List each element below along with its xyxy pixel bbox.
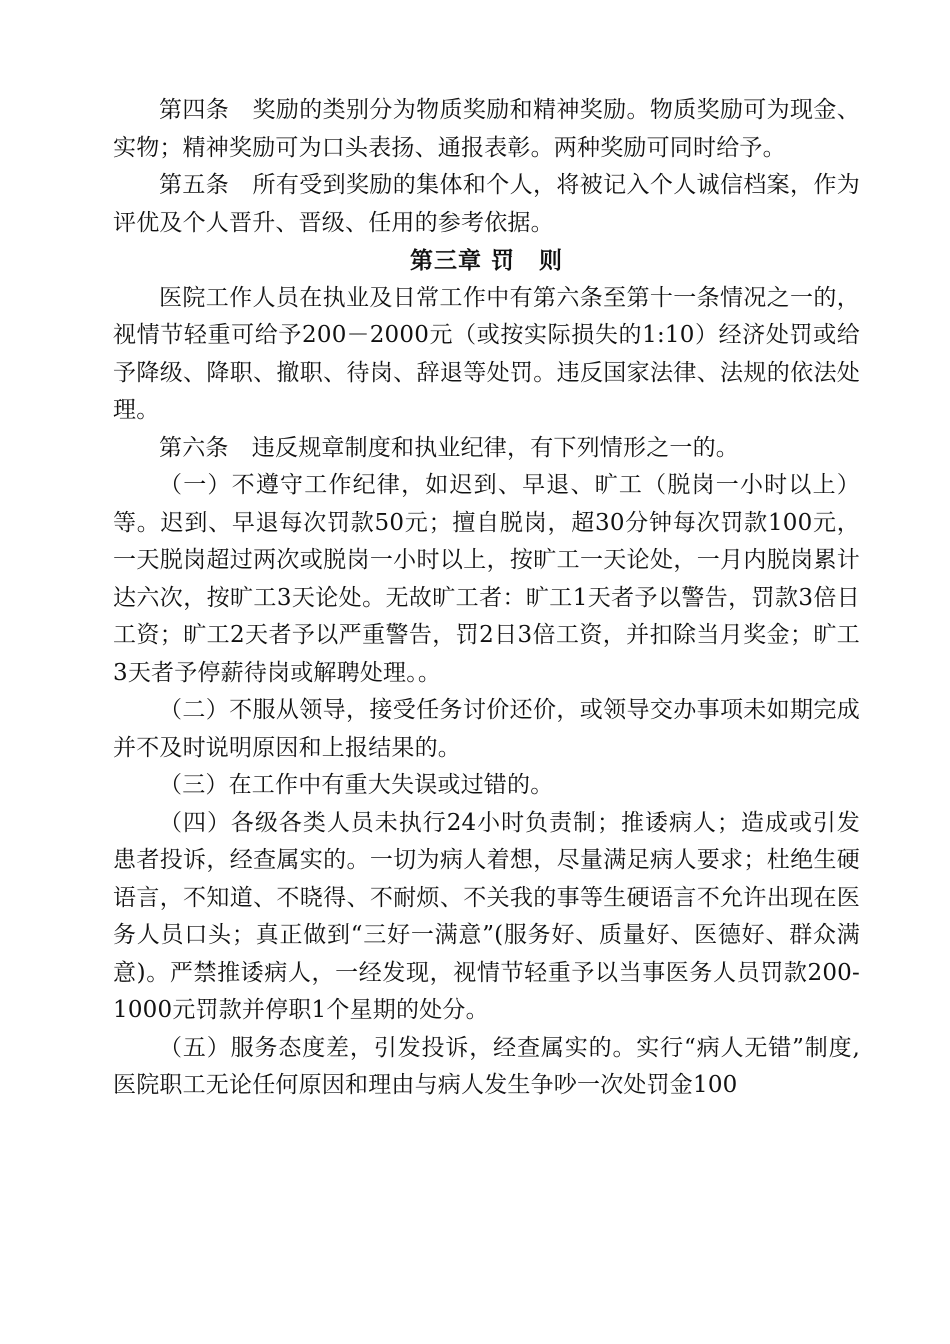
document-page [113,92,860,1105]
article-6-item-3: （三）在工作中有重大失误或过错的。 [159,772,554,798]
article-6-item-2: （二）不服从领导，接受任务讨价还价，或领导交办事项未如期完成并不及时说明原因和上报结果的。 [113,697,860,761]
article-6: 第六条 违反规章制度和执业纪律，有下列情形之一的。 [159,434,739,461]
article-6-item-1: （一）不遵守工作纪律，如迟到、早退、旷工（脱岗一小时以上）等。迟到、早退每次罚款50元；擅自脱岗，超30分钟每次罚款100元，一天脱岗超过两次或脱岗一小时以上，按旷工一天论处，一月内脱岗累计达六次，按旷工3天论处。无故旷工者：旷工1天者予以警告，罚款3倍日工资；旷工2天者予以严重警告，罚2日3倍工资，并扣除当月奖金；旷工3天者予停薪待岗或解聘处理。。 [113,472,860,686]
article-6-item-5: （五）服务态度差，引发投诉，经查属实的。实行“病人无错”制度,医院职工无论任何原因和理由与病人发生争吵一次处罚金100 [113,1034,860,1098]
chapter-3-intro: 医院工作人员在执业及日常工作中有第六条至第十一条情况之一的，视情节轻重可给予200－2000元（或按实际损失的1:10）经济处罚或给予降级、降职、撤职、待岗、辞退等处罚。违反国家法律、法规的依法处理。 [113,284,860,423]
chapter-3-heading: 第三章 罚 则 [409,247,563,274]
article-6-item-4: （四）各级各类人员未执行24小时负责制；推诿病人；造成或引发患者投诉，经查属实的。一切为病人着想，尽量满足病人要求；杜绝生硬语言，不知道、不晓得、不耐烦、不关我的事等生硬语言不允许出现在医务人员口头；真正做到“三好一满意”(服务好、质量好、医德好、群众满意)。严禁推诿病人，一经发现，视情节轻重予以当事医务人员罚款200-1000元罚款并停职1个星期的处分。 [113,809,860,1023]
article-4: 第四条 奖励的类别分为物质奖励和精神奖励。物质奖励可为现金、实物；精神奖励可为口头表扬、通报表彰。两种奖励可同时给予。 [113,97,860,161]
article-5: 第五条 所有受到奖励的集体和个人，将被记入个人诚信档案，作为评优及个人晋升、晋级、任用的参考依据。 [113,172,860,236]
